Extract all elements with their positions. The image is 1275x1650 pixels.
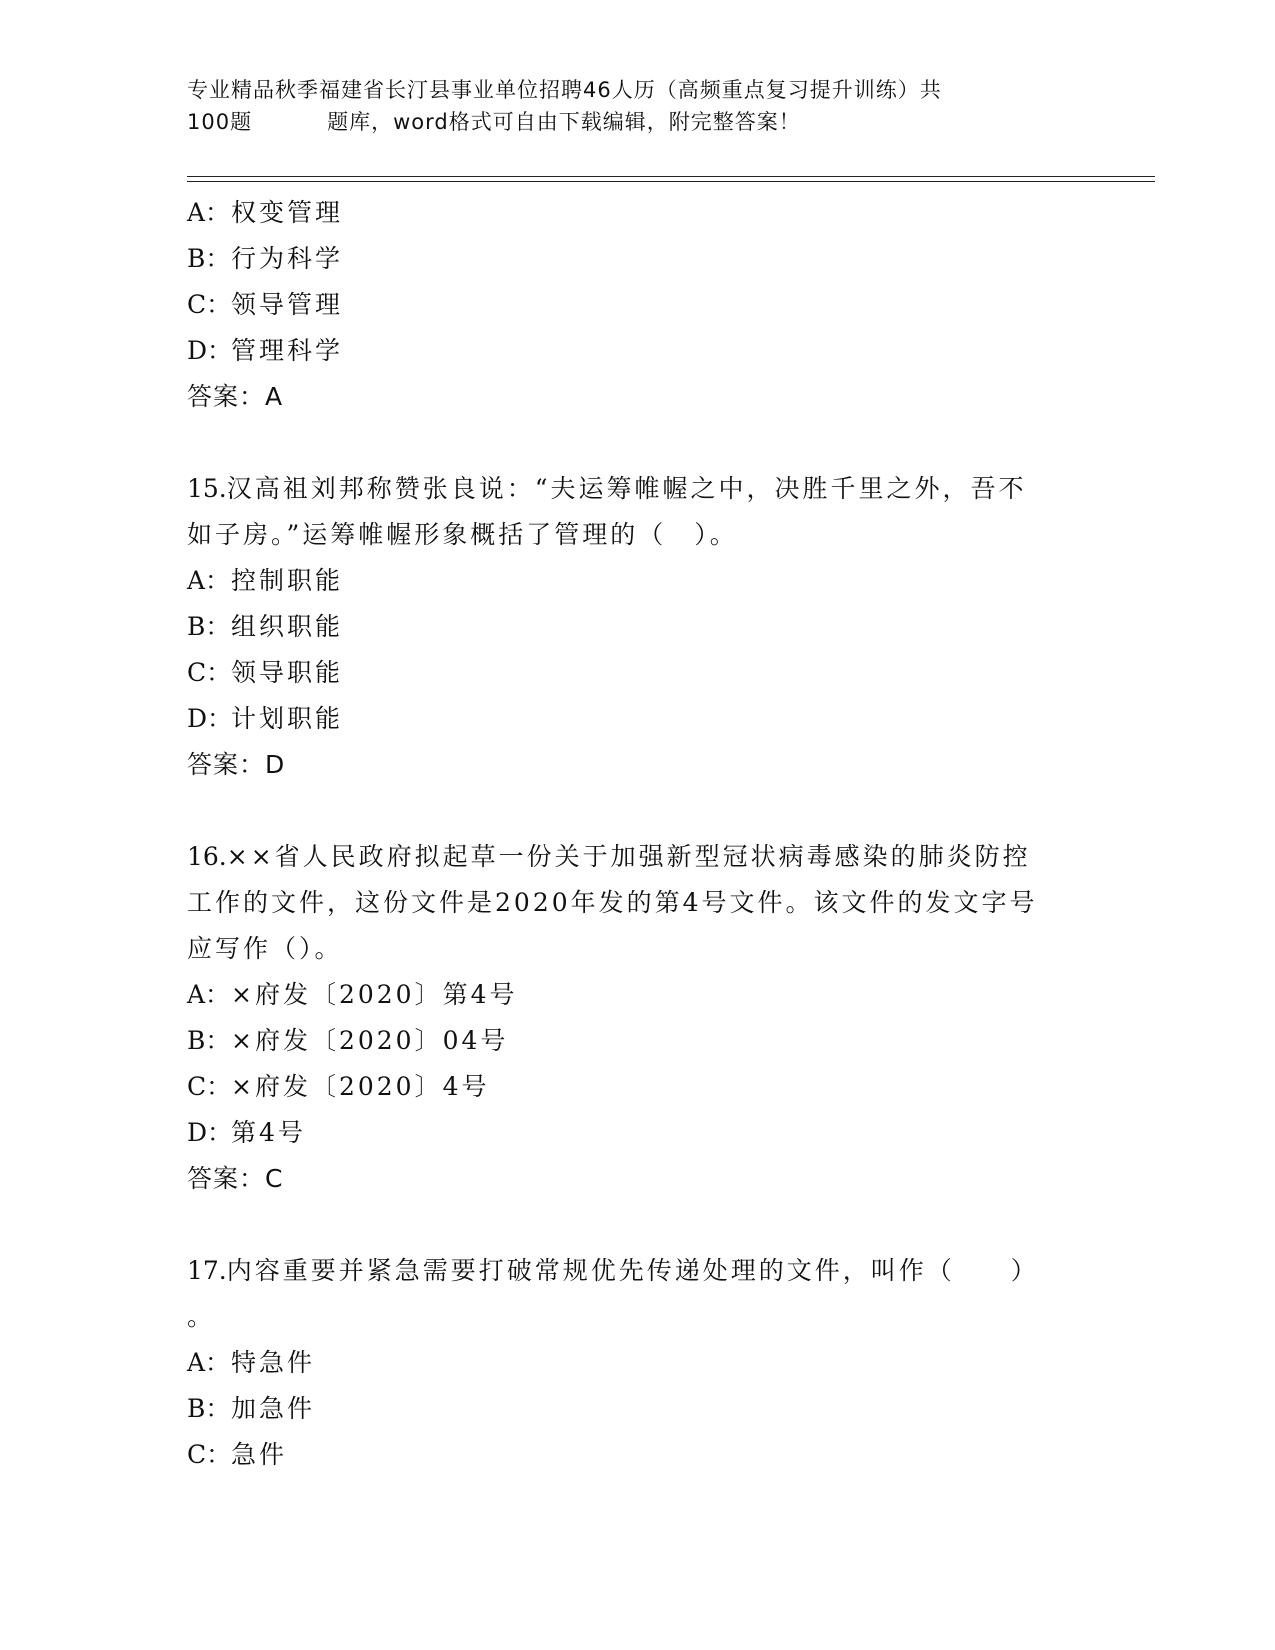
option-a: A：×府发〔2020〕第4号 (187, 980, 518, 1009)
question-number: 17. (187, 1256, 227, 1285)
question-content (187, 190, 1087, 1478)
header-description: 题库，word格式可自由下载编辑，附完整答案！ (327, 110, 801, 134)
header-line-2 (187, 106, 1107, 138)
option-a: A：特急件 (187, 1348, 316, 1377)
option-a: A：控制职能 (187, 566, 344, 595)
answer-line: 答案：A (187, 382, 284, 411)
option-c: C：领导职能 (187, 658, 344, 687)
option-b: B：行为科学 (187, 244, 344, 273)
option-d: D：计划职能 (187, 704, 344, 733)
option-c: C：领导管理 (187, 290, 344, 319)
question-16 (187, 834, 1087, 1202)
header-divider-bottom (187, 181, 1155, 182)
question-14-continued (187, 190, 1087, 420)
question-stem: 17.内容重要并紧急需要打破常规优先传递处理的文件，叫作（ ） 。 (187, 1256, 1039, 1331)
question-17 (187, 1248, 1087, 1478)
document-header (187, 74, 1107, 138)
option-b: B：加急件 (187, 1394, 316, 1423)
header-line-1: 专业精品秋季福建省长汀县事业单位招聘46人历（高频重点复习提升训练）共 (187, 78, 942, 102)
question-stem: 16.××省人民政府拟起草一份关于加强新型冠状病毒感染的肺炎防控 工作的文件，这份文件是2020年发的第4号文件。该文件的发文字号 应写作（）。 (187, 842, 1038, 963)
option-c: C：×府发〔2020〕4号 (187, 1072, 490, 1101)
question-number: 16. (187, 842, 227, 871)
answer-line: 答案：D (187, 750, 286, 779)
option-a: A：权变管理 (187, 198, 344, 227)
question-number: 15. (187, 474, 227, 503)
option-c: C：急件 (187, 1440, 288, 1469)
option-d: D：管理科学 (187, 336, 344, 365)
header-divider-top (187, 176, 1155, 177)
option-b: B：×府发〔2020〕04号 (187, 1026, 509, 1055)
answer-line: 答案：C (187, 1164, 284, 1193)
header-question-count: 100题 (187, 110, 253, 134)
option-d: D：第4号 (187, 1118, 306, 1147)
option-b: B：组织职能 (187, 612, 344, 641)
question-stem: 15.汉高祖刘邦称赞张良说：“夫运筹帷幄之中，决胜千里之外，吾不 如子房。”运筹帷幄形象概括了管理的（ ）。 (187, 474, 1027, 549)
question-15 (187, 466, 1087, 788)
